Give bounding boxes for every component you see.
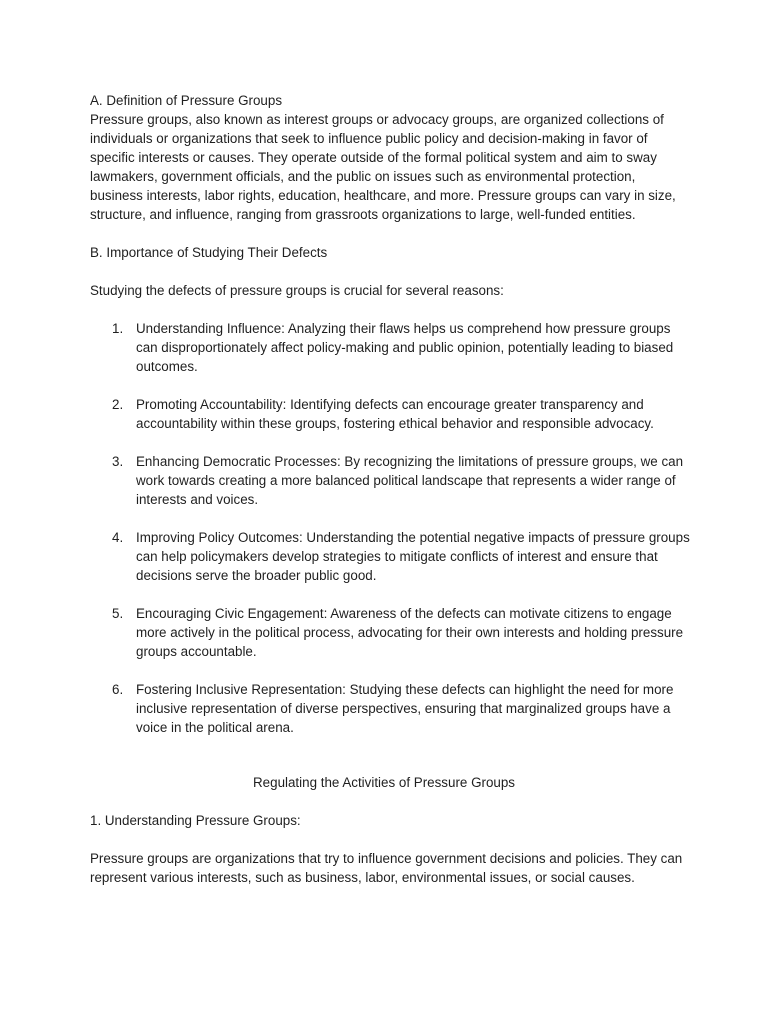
section-a-paragraph: Pressure groups, also known as interest groups or advocacy groups, are organized collections of individuals or organizations that seek to influence public policy and decision-making in favor of specific interests or causes. They operate outside of the formal political system and aim to sway lawmakers, government officials, and the public on issues such as environmental protection, business interests, labor rights, education, healthcare, and more. Pressure groups can vary in size, structure, and influence, ranging from grassroots organizations to large, well-funded entities. bbox=[90, 112, 676, 222]
section-c-title: Regulating the Activities of Pressure Groups bbox=[253, 775, 515, 790]
list-item-number: 3. bbox=[112, 454, 124, 469]
list-item bbox=[90, 319, 690, 376]
list-item-number: 4. bbox=[112, 530, 124, 545]
section-b-heading: B. Importance of Studying Their Defects bbox=[90, 245, 328, 260]
list-item bbox=[90, 528, 690, 585]
list-item-text: Improving Policy Outcomes: Understanding the potential negative impacts of pressure groups can help policymakers develop strategies to mitigate conflicts of interest and ensure that decisions serve the broader public good. bbox=[136, 530, 690, 583]
list-item-text: Fostering Inclusive Representation: Studying these defects can highlight the need for more inclusive representation of diverse perspectives, ensuring that marginalized groups have a voice in the political arena. bbox=[136, 682, 674, 735]
list-item bbox=[90, 452, 690, 509]
list-item-number: 5. bbox=[112, 606, 124, 621]
document-body bbox=[90, 91, 690, 887]
list-item bbox=[90, 680, 690, 737]
list-item bbox=[90, 395, 690, 433]
section-a-heading: A. Definition of Pressure Groups bbox=[90, 93, 283, 108]
list-item-text: Enhancing Democratic Processes: By recognizing the limitations of pressure groups, we can work towards creating a more balanced political landscape that represents a wider range of interests and voices. bbox=[136, 454, 684, 507]
reasons-list bbox=[90, 319, 690, 737]
section-b-intro: Studying the defects of pressure groups is crucial for several reasons: bbox=[90, 283, 504, 298]
list-item-text: Promoting Accountability: Identifying defects can encourage greater transparency and accountability within these groups, fostering ethical behavior and responsible advocacy. bbox=[136, 397, 654, 431]
list-item bbox=[90, 604, 690, 661]
section-c-paragraph: Pressure groups are organizations that try to influence government decisions and policies. They can represent various interests, such as business, labor, environmental issues, or social causes. bbox=[90, 851, 683, 885]
list-item-number: 6. bbox=[112, 682, 124, 697]
list-item-number: 1. bbox=[112, 321, 124, 336]
list-item-text: Understanding Influence: Analyzing their flaws helps us comprehend how pressure groups can disproportionately affect policy-making and public opinion, potentially leading to biased outcomes. bbox=[136, 321, 674, 374]
list-item-text: Encouraging Civic Engagement: Awareness of the defects can motivate citizens to engage more actively in the political process, advocating for their own interests and holding pressure groups accountable. bbox=[136, 606, 684, 659]
list-item-number: 2. bbox=[112, 397, 124, 412]
section-c-subheading: 1. Understanding Pressure Groups: bbox=[90, 813, 301, 828]
